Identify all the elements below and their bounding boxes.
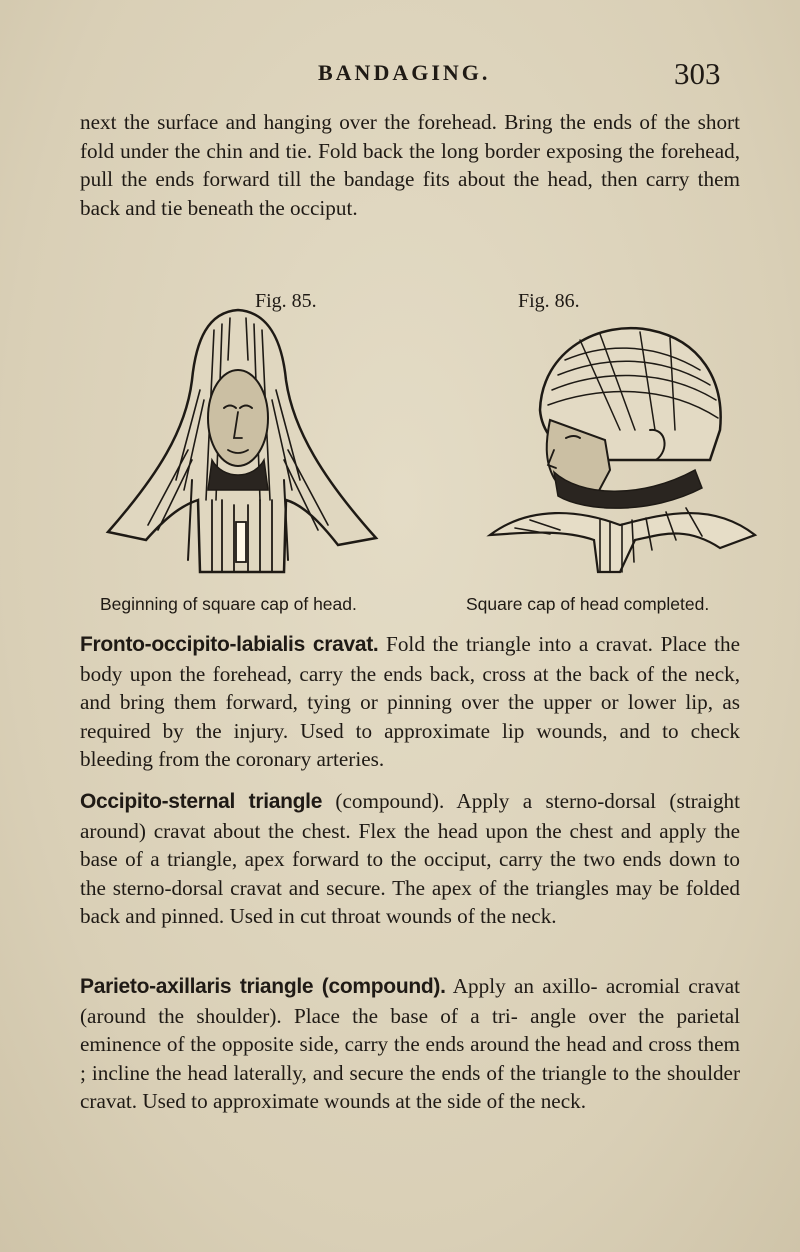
figure-85-illustration (88, 300, 388, 585)
paragraph-square-cap-continued: next the surface and hanging over the forehead. Bring the ends of the short fold under the chin and tie. Fold back the long border exposing the forehead, pull the ends forward till the bandage fits about the head, then carry them back and tie beneath the occiput. (80, 110, 741, 220)
term-occipito-sternal: Occipito-sternal triangle (80, 790, 323, 813)
paragraph-parieto-axillaris: Parieto-axillaris triangle (compound). Apply an axillo- acromial cravat (around the shoulder). Place the base of a tri- angle over the parietal eminence of the opposite side, carry the ends around the head and cross them ; incline the head laterally, and secure the ends of the triangle to the shoulder cravat. Used to approximate wounds at the side of the neck. (80, 974, 741, 1114)
figure-86-illustration (470, 300, 770, 585)
running-head: BANDAGING. (318, 60, 491, 85)
term-parieto-axillaris: Parieto-axillaris triangle (compound). (80, 975, 446, 998)
paragraph-occipito-sternal: Occipito-sternal triangle (compound). Apply a sterno-dorsal (straight around) cravat about the chest. Flex the head upon the chest and apply the base of a triangle, apex forward to the occiput, carry the two ends down to the sterno-dorsal cravat and secure. The apex of the triangles may be folded back and pinned. Used in cut throat wounds of the neck. (80, 789, 741, 929)
figure-85-caption: Beginning of square cap of head. (100, 594, 357, 614)
page-header (0, 56, 800, 96)
figure-86-label: Fig. 86. (518, 290, 580, 312)
term-fronto-occipito-labialis: Fronto-occipito-labialis cravat. (80, 633, 379, 656)
figure-85-label: Fig. 85. (255, 290, 317, 312)
page-number: 303 (674, 56, 721, 91)
figure-86-caption: Square cap of head completed. (466, 594, 710, 614)
paragraph-fronto-occipito-labialis: Fronto-occipito-labialis cravat. Fold the triangle into a cravat. Place the body upon the forehead, carry the ends back, cross at the back of the neck, and bring them forward, tying or pinning over the upper or lower lip, as required by the injury. Used to approximate lip wounds, and to check bleeding from the coronary arteries. (80, 632, 740, 772)
